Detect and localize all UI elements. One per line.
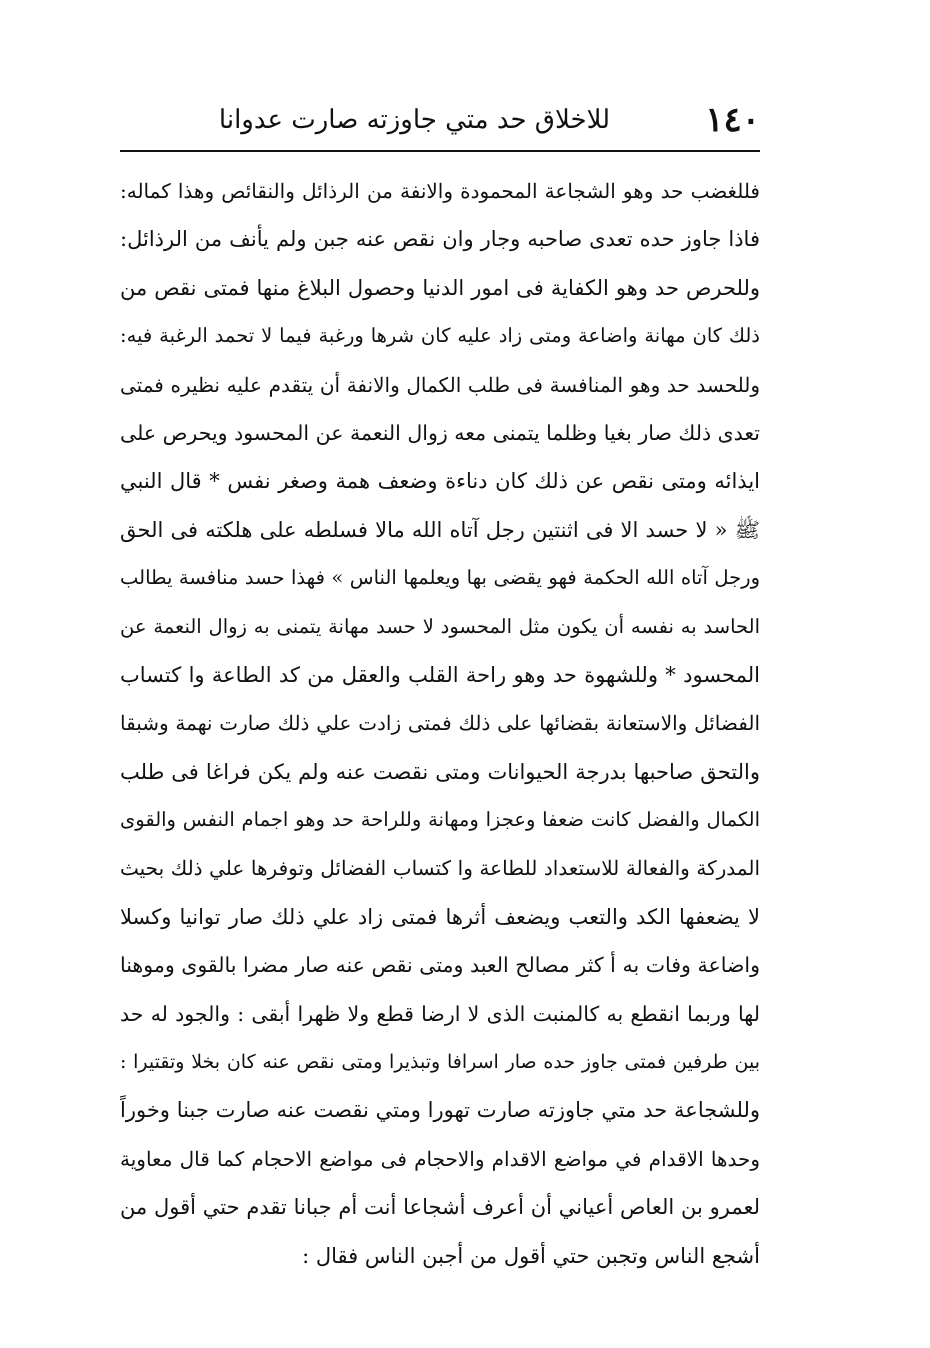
text-line: أشجع الناس وتجبن حتي أقول من أجبن الناس فقال : bbox=[302, 1243, 760, 1268]
text-line: ايذائه ومتى نقص عن ذلك كان دناءة وضعف همة وصغر نفس * قال النبي bbox=[120, 469, 760, 494]
page-header bbox=[120, 95, 760, 145]
text-line: الحاسد به نفسه أن يكون مثل المحسود لا حسد مهانة يتمنى به زوال النعمة عن bbox=[120, 614, 760, 638]
text-line: لعمرو بن العاص أعياني أن أعرف أشجاعا أنت أم جبانا تقدم حتي أقول من bbox=[120, 1195, 760, 1220]
text-line: فللغضب حد وهو الشجاعة المحمودة والانفة من الرذائل والنقائص وهذا كماله: bbox=[120, 179, 760, 203]
text-line: ﷺ « لا حسد الا فى اثنتين رجل آتاه الله مالا فسلطه على هلكته فى الحق bbox=[120, 517, 760, 542]
text-line: الفضائل والاستعانة بقضائها على ذلك فمتى زادت علي ذلك صارت نهمة وشبقا bbox=[120, 711, 760, 736]
text-line: فاذا جاوز حده تعدى صاحبه وجار وان نقص عنه جبن ولم يأنف من الرذائل: bbox=[120, 227, 760, 252]
text-line: المدركة والفعالة للاستعداد للطاعة وا كتساب الفضائل وتوفرها علي ذلك بحيث bbox=[120, 856, 760, 881]
header-rule bbox=[120, 150, 760, 152]
text-line: والتحق صاحبها بدرجة الحيوانات ومتى نقصت عنه ولم يكن فراغا فى طلب bbox=[120, 759, 760, 784]
text-line: لا يضعفها الكد والتعب ويضعف أثرها فمتى زاد علي ذلك صار توانيا وكسلا bbox=[120, 904, 760, 929]
text-line: بين طرفين فمتى جاوز حده صار اسرافا وتبذيرا ومتى نقص عنه كان بخلا وتقتيرا : bbox=[120, 1051, 760, 1074]
text-line: الكمال والفضل كانت ضعفا وعجزا ومهانة وللراحة حد وهو اجمام النفس والقوى bbox=[120, 808, 760, 832]
text-line: وللشجاعة حد متي جاوزته صارت تهورا ومتي نقصت عنه صارت جبنا وخوراً bbox=[120, 1098, 760, 1123]
text-line: ذلك كان مهانة واضاعة ومتى زاد عليه كان شرها ورغبة فيما لا تحمد الرغبة فيه: bbox=[120, 324, 760, 348]
text-line: لها وربما انقطع به كالمنبت الذى لا ارضا قطع ولا ظهرا أبقى : والجود له حد bbox=[120, 1001, 760, 1026]
page-number: ١٤٠ bbox=[705, 100, 760, 140]
body-text bbox=[120, 167, 760, 1280]
text-line: وحدها الاقدام في مواضع الاقدام والاحجام فى مواضع الاحجام كما قال معاوية bbox=[120, 1146, 760, 1171]
text-line: واضاعة وفات به أ كثر مصالح العبد ومتى نقص عنه صار مضرا بالقوى وموهنا bbox=[120, 953, 760, 978]
text-line: وللحرص حد وهو الكفاية فى امور الدنيا وحصول البلاغ منها فمتى نقص من bbox=[120, 275, 760, 300]
running-title: للاخلاق حد متي جاوزته صارت عدوانا bbox=[218, 105, 610, 135]
text-line: المحسود * وللشهوة حد وهو راحة القلب والعقل من كد الطاعة وا كتساب bbox=[120, 662, 760, 687]
text-line: ورجل آتاه الله الحكمة فهو يقضى بها ويعلمها الناس » فهذا حسد منافسة يطالب bbox=[120, 566, 760, 590]
text-line: وللحسد حد وهو المنافسة فى طلب الكمال والانفة أن يتقدم عليه نظيره فمتى bbox=[120, 372, 760, 397]
text-line: تعدى ذلك صار بغيا وظلما يتمنى معه زوال النعمة عن المحسود ويحرص على bbox=[120, 420, 760, 445]
